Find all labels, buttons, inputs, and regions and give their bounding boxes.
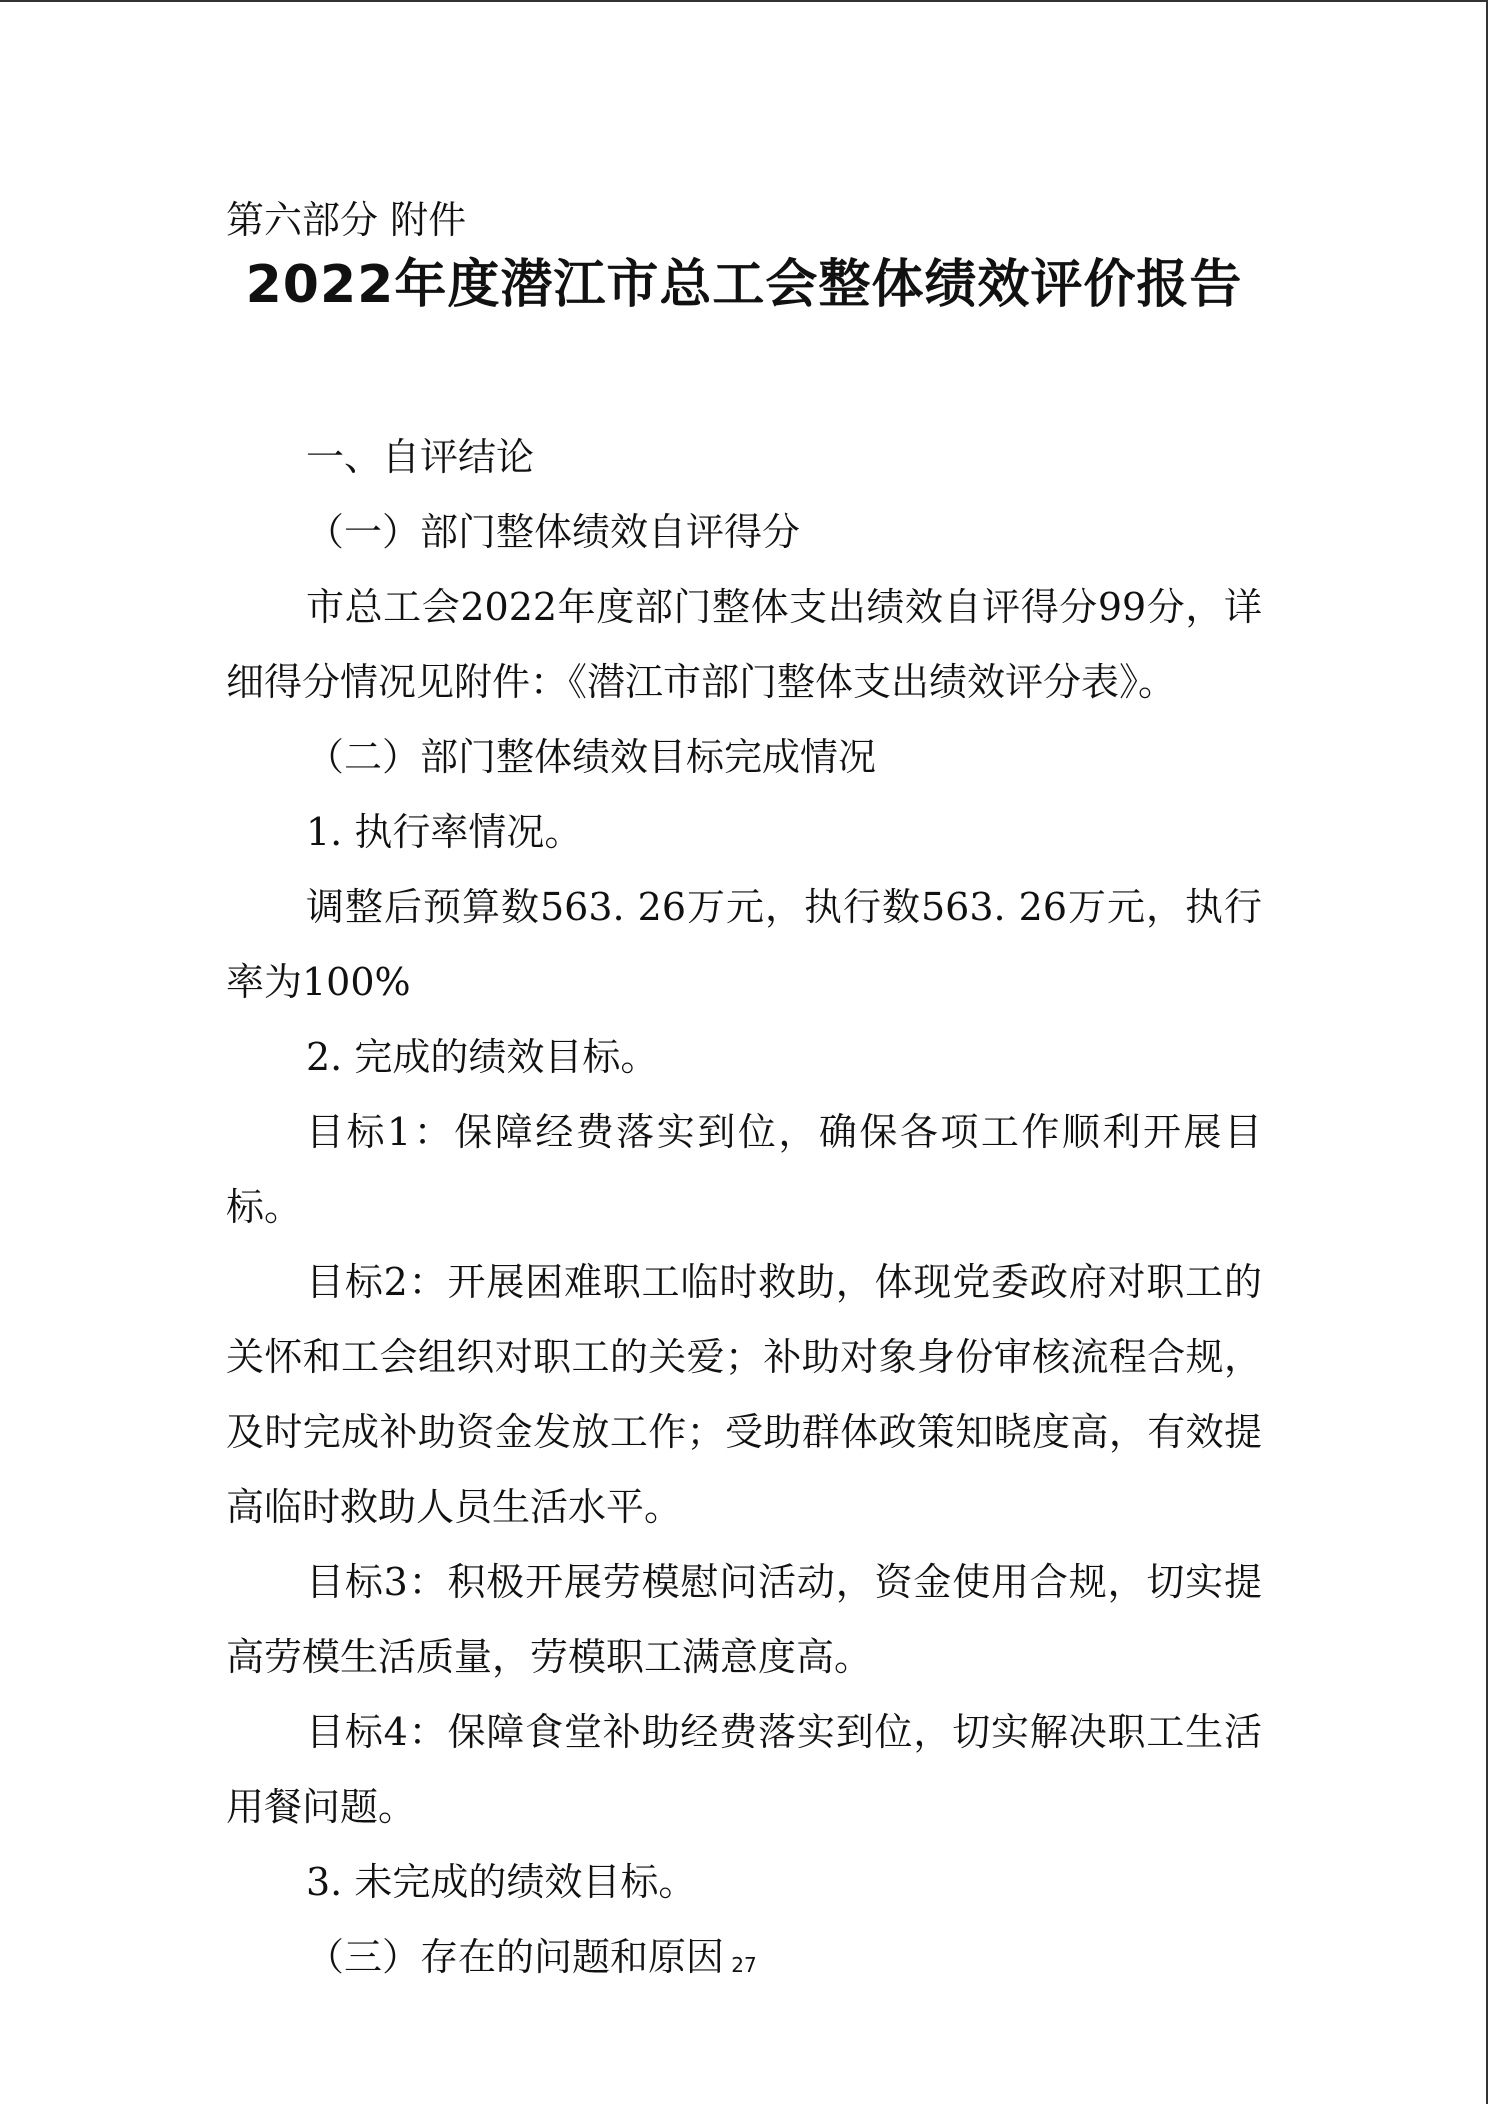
paragraph-budget-execution: 调整后预算数563. 26万元，执行数563. 26万元，执行率为100% [226, 885, 1262, 1004]
heading-self-evaluation-conclusion: 一、自评结论 [306, 435, 535, 479]
paragraph-goal-2: 目标2：开展困难职工临时救助，体现党委政府对职工的关怀和工会组织对职工的关爱；补助对象身份审核流程合规，及时完成补助资金发放工作；受助群体政策知晓度高，有效提高临时救助人员生活水平。 [226, 1260, 1262, 1529]
subheading-problems-and-causes: （三）存在的问题和原因 [306, 1935, 725, 1979]
paragraph-goal-3: 目标3：积极开展劳模慰问活动，资金使用合规，切实提高劳模生活质量，劳模职工满意度高。 [226, 1560, 1262, 1679]
page-border-top [0, 0, 1488, 2]
paragraph-score-detail: 市总工会2022年度部门整体支出绩效自评得分99分，详细得分情况见附件：《潜江市部门整体支出绩效评分表》。 [226, 585, 1262, 704]
document-body [226, 190, 1262, 1995]
page-number: 27 [731, 1953, 757, 1977]
subheading-goal-completion: （二）部门整体绩效目标完成情况 [306, 735, 877, 779]
subheading-overall-score: （一）部门整体绩效自评得分 [306, 510, 801, 554]
item-uncompleted-goals: 3. 未完成的绩效目标。 [306, 1860, 697, 1904]
paragraph-goal-4: 目标4：保障食堂补助经费落实到位，切实解决职工生活用餐问题。 [226, 1710, 1262, 1829]
item-execution-rate: 1. 执行率情况。 [306, 810, 583, 854]
section-label: 第六部分 附件 [226, 198, 467, 242]
item-completed-goals: 2. 完成的绩效目标。 [306, 1035, 659, 1079]
paragraph-goal-1: 目标1：保障经费落实到位，确保各项工作顺利开展目标。 [226, 1110, 1262, 1229]
document-title: 2022年度潜江市总工会整体绩效评价报告 [245, 255, 1243, 315]
